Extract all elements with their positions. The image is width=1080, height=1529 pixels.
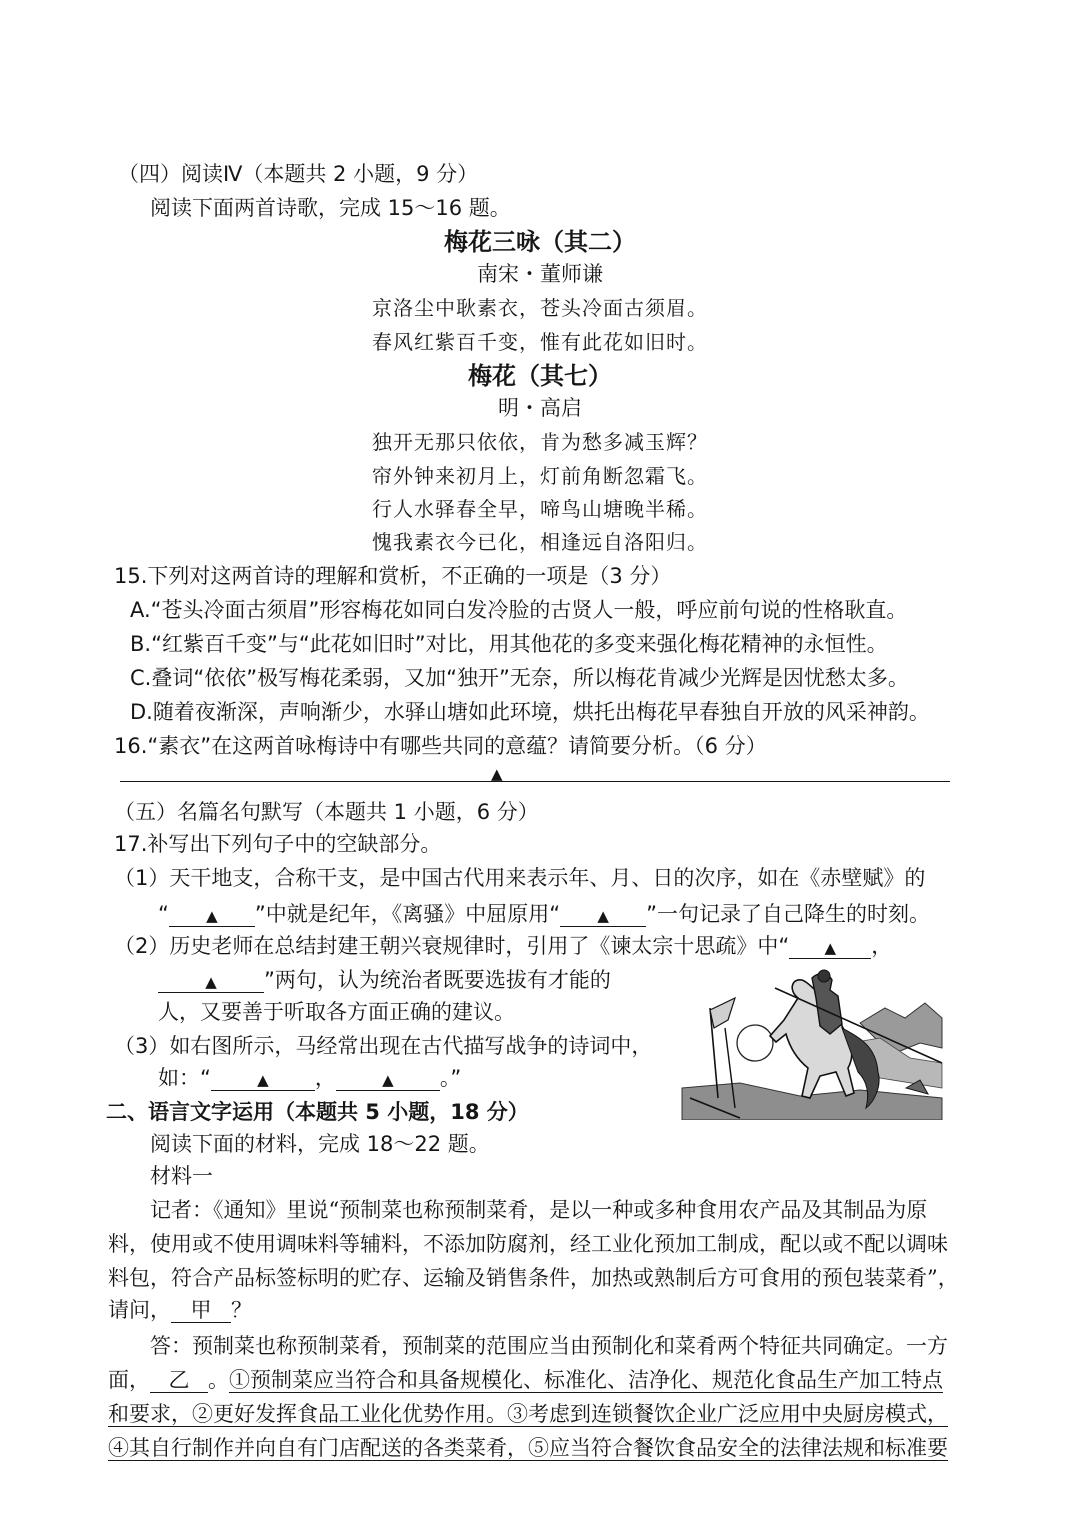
q17-item1-line1: （1）天干地支，合称干支，是中国古代用来表示年、月、日的次序，如在《赤壁赋》的	[114, 866, 926, 890]
section4-heading: （四）阅读Ⅳ（本题共 2 小题，9 分）	[118, 162, 479, 186]
answer-line	[108, 1402, 948, 1427]
q15-option-d[interactable]: D.随着夜渐深，声响渐少，水驿山塘如此环境，烘托出梅花早春独自开放的风采神韵。	[130, 700, 930, 724]
blank-jia[interactable]: 甲	[171, 1299, 231, 1323]
poem1-line: 春风红紫百千变，惟有此花如旧时。	[372, 330, 708, 354]
q16-answer-line[interactable]	[120, 781, 950, 782]
part2-instruction: 阅读下面的材料，完成 18～22 题。	[150, 1132, 490, 1156]
answer-line: 答：预制菜也称预制菜肴，预制菜的范围应当由预制化和菜肴两个特征共同确定。一方	[150, 1334, 948, 1358]
blank-mark: ▲	[205, 973, 217, 991]
poem1-author: 南宋・董师谦	[477, 262, 603, 286]
q16-answer-mark: ▲	[491, 765, 503, 783]
poem2-line: 行人水驿春全早，啼鸟山塘晚半稀。	[372, 497, 708, 521]
item1-mid-text: ”中就是纪年，《离骚》中屈原用“	[254, 902, 561, 926]
item2-line1-text: （2）历史老师在总结封建王朝兴衰规律时，引用了《谏太宗十思疏》中“	[114, 934, 790, 958]
section5-heading: （五）名篇名句默写（本题共 1 小题，6 分）	[114, 800, 539, 824]
poem2-title: 梅花（其七）	[468, 362, 612, 390]
underlined-sentence: ①预制菜应当符合和具备规模化、标准化、洁净化、规范化食品生产加工特点	[229, 1368, 943, 1392]
q17-item3-line1: （3）如右图所示，马经常出现在古代描写战争的诗词中，	[114, 1034, 653, 1058]
answer-line	[108, 1436, 948, 1461]
after-yi: 。	[208, 1368, 229, 1392]
q15-option-c[interactable]: C.叠词“依依”极写梅花柔弱，又加“独开”无奈，所以梅花肯减少光辉是因忧愁太多。	[130, 666, 909, 690]
blank-mark: ▲	[206, 907, 218, 925]
poem2-author: 明・高启	[498, 396, 582, 420]
question-line	[108, 1298, 252, 1323]
blank-mark: ▲	[382, 1071, 394, 1089]
q17-item2-line3: 人，又要善于听取各方面正确的建议。	[158, 1000, 515, 1024]
item2-line2-text: ”两句，认为统治者既要选拔有才能的	[264, 968, 611, 992]
item1-end-text: ”一句记录了自己降生的时刻。	[646, 902, 931, 926]
poem1-line: 京洛尘中耿素衣，苍头冷面古须眉。	[372, 296, 708, 320]
material1-label: 材料一	[150, 1164, 213, 1188]
blank-mark: ▲	[597, 907, 609, 925]
q15-option-b[interactable]: B.“红紫百千变”与“此花如旧时”对比，用其他花的多变来强化梅花精神的永恒性。	[130, 632, 888, 656]
material1-p1-line: 料包，符合产品标签标明的贮存、运输及销售条件，加热或熟制后方可食用的预包装菜肴”，	[108, 1266, 959, 1290]
answer-face: 面，	[108, 1368, 150, 1392]
q17-stem: 17.补写出下列句子中的空缺部分。	[114, 832, 442, 856]
part2-heading: 二、语言文字运用（本题共 5 小题，18 分）	[106, 1100, 529, 1124]
poem1-title: 梅花三咏（其二）	[444, 228, 636, 256]
poem2-line: 独开无那只依依，肯为愁多减玉辉？	[372, 430, 708, 454]
poem2-line: 帘外钟来初月上，灯前角断忽霜飞。	[372, 464, 708, 488]
fill-blank[interactable]	[560, 903, 646, 927]
fill-blank[interactable]	[336, 1067, 440, 1091]
ask-prefix: 请问，	[108, 1298, 171, 1322]
blank-yi[interactable]: 乙	[150, 1369, 208, 1393]
item3-comma: ，	[314, 1066, 336, 1090]
q17-item3-line2	[158, 1066, 461, 1091]
material1-p1-line: 料，使用或不使用调味料等辅料，不添加防腐剂，经工业化预加工制成，配以或不配以调味	[108, 1232, 948, 1256]
blank-mark: ▲	[824, 939, 837, 957]
fill-blank[interactable]	[789, 935, 871, 959]
q17-item2-line1	[114, 934, 892, 959]
q15-stem: 15.下列对这两首诗的理解和赏析，不正确的一项是（3 分）	[114, 564, 672, 588]
item3-prefix: 如：“	[158, 1066, 211, 1090]
q15-option-a[interactable]: A.“苍头冷面古须眉”形容梅花如同白发冷脸的古贤人一般，呼应前句说的性格耿直。	[130, 598, 908, 622]
open-quote: “	[158, 902, 169, 926]
item2-comma: ，	[871, 934, 893, 958]
answer-line	[108, 1368, 943, 1393]
fill-blank[interactable]	[211, 1067, 315, 1091]
fill-blank[interactable]	[158, 969, 264, 993]
underlined-sentence: ④其自行制作并向自有门店配送的各类菜肴，⑤应当符合餐饮食品安全的法律法规和标准要	[108, 1436, 948, 1460]
q17-item2-line2	[158, 968, 611, 993]
blank-mark: ▲	[257, 1071, 269, 1089]
horse-rider-illustration	[680, 968, 945, 1120]
section4-instruction: 阅读下面两首诗歌，完成 15～16 题。	[150, 196, 511, 220]
q16-stem: 16.“素衣”在这两首咏梅诗中有哪些共同的意蕴？请简要分析。（6 分）	[114, 734, 767, 758]
material1-p1-line: 记者：《通知》里说“预制菜也称预制菜肴，是以一种或多种食用农产品及其制品为原	[150, 1198, 928, 1222]
poem2-line: 愧我素衣今已化，相逢远自洛阳归。	[372, 530, 708, 554]
underlined-sentence: 和要求，②更好发挥食品工业化优势作用。③考虑到连锁餐饮企业广泛应用中央厨房模式，	[108, 1402, 948, 1426]
ask-end: ？	[231, 1298, 252, 1322]
fill-blank[interactable]	[169, 903, 255, 927]
q17-item1-line2	[158, 902, 930, 927]
item3-end: 。”	[439, 1066, 462, 1090]
